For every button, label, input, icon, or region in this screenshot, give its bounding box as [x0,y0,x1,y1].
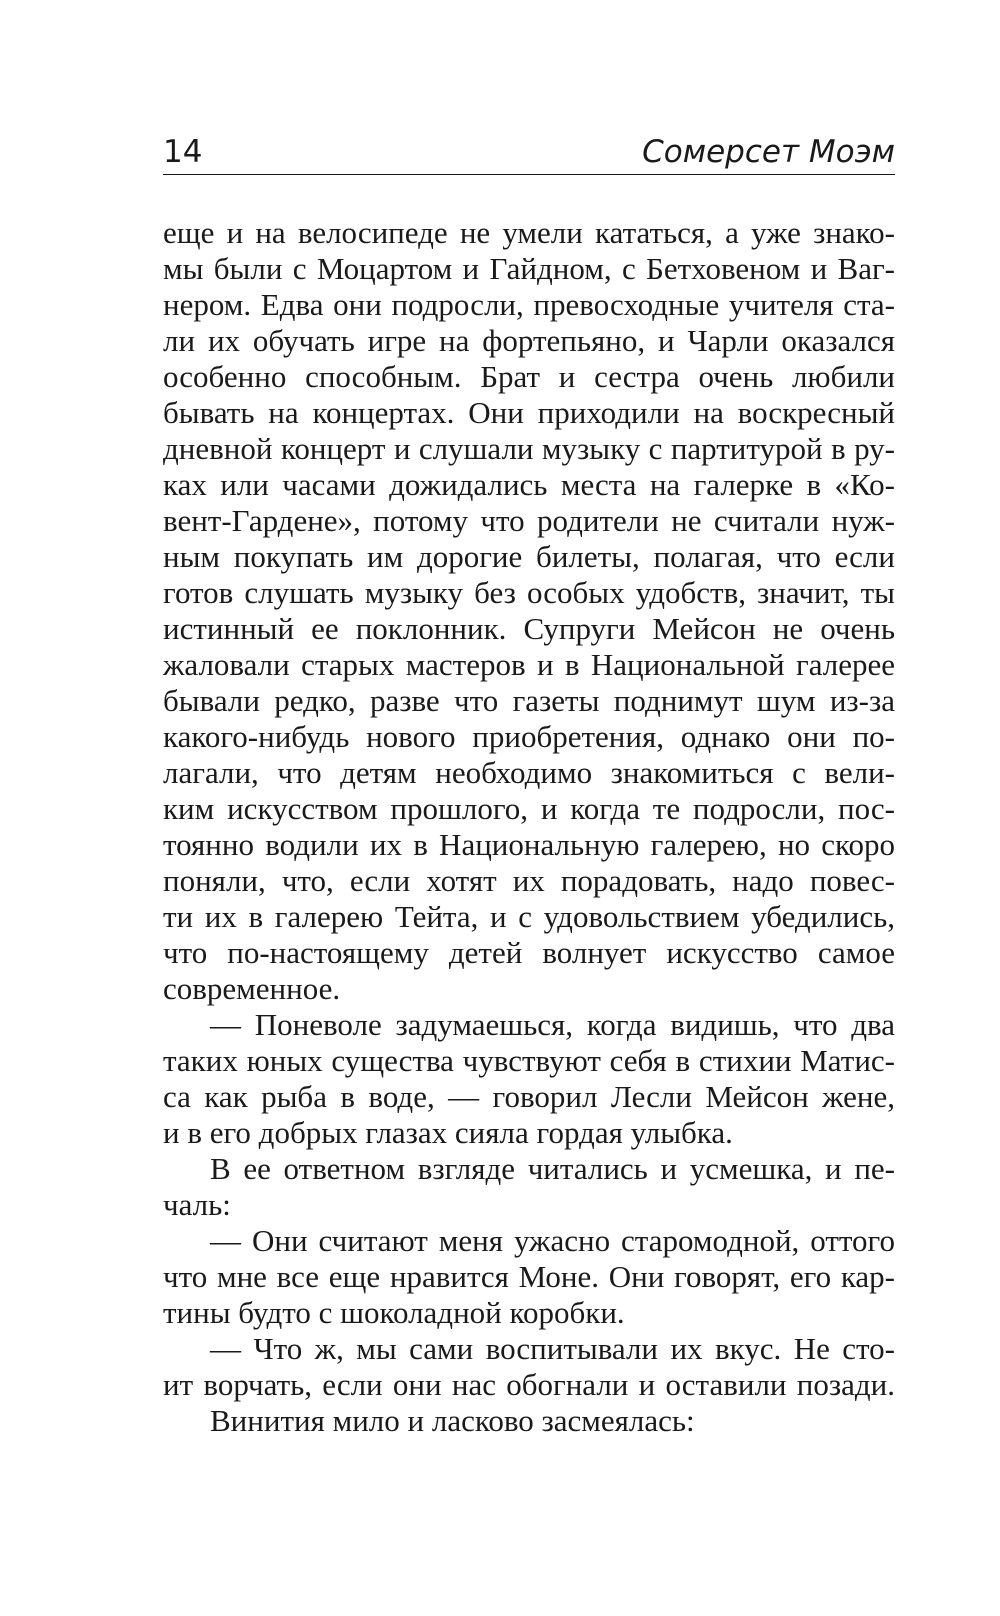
text-line: лагали, что детям необходимо знакомиться с вели- [163,755,895,790]
text-line: вент-Гардене», потому что родители не считали нуж- [163,503,895,538]
text-line: ках или часами дожидались места на галерке в «Ко- [163,467,895,502]
body-text [163,215,895,1439]
text-line: ным покупать им дорогие билеты, полагая, что если [163,539,895,574]
text-line: тоянно водили их в Национальную галерею, но скоро [163,827,895,862]
text-line: тины будто с шоколадной коробки. [163,1295,625,1330]
text-line: и в его добрых глазах сияла гордая улыбка. [163,1115,733,1150]
text-line: В ее ответном взгляде читались и усмешка, и пе- [210,1151,895,1186]
text-line: дневной концерт и слушали музыку с партитурой в ру- [163,431,895,466]
text-line: что по-настоящему детей волнует искусство самое [163,935,895,970]
text-line: — Они считают меня ужасно старомодной, оттого [210,1223,895,1258]
text-line: истинный ее поклонник. Супруги Мейсон не очень [163,611,895,646]
text-line: бывать на концертах. Они приходили на воскресный [163,395,895,430]
text-line: ти их в галерею Тейта, и с удовольствием убедились, [163,899,895,934]
text-line: нером. Едва они подросли, превосходные учителя ста- [163,287,895,322]
text-line: мы были с Моцартом и Гайдном, с Бетховеном и Ваг- [163,251,895,286]
text-line: поняли, что, если хотят их порадовать, надо повес- [163,863,895,898]
text-line: жаловали старых мастеров и в Национальной галерее [163,647,895,682]
text-line: бывали редко, разве что газеты поднимут шум из-за [163,683,895,718]
text-line: Винития мило и ласково засмеялась: [210,1403,695,1438]
text-line: чаль: [163,1187,231,1222]
running-title: Сомерсет Моэм [642,134,895,170]
text-line: ким искусством прошлого, и когда те подросли, пос- [163,791,895,826]
text-line: са как рыба в воде, — говорил Лесли Мейсон жене, [163,1079,895,1114]
header-rule [163,174,895,175]
text-line: что мне все еще нравится Моне. Они говорят, его кар- [163,1259,895,1294]
text-line: ит ворчать, если они нас обогнали и оставили позади. [163,1367,895,1402]
text-line: таких юных существа чувствуют себя в стихии Матис- [163,1043,895,1078]
page-header [163,128,895,176]
text-line: ли их обучать игре на фортепьяно, и Чарли оказался [163,323,895,358]
text-line: еще и на велосипеде не умели кататься, а уже знако- [163,215,895,250]
text-line: какого-нибудь нового приобретения, однако они по- [163,719,895,754]
text-line: — Поневоле задумаешься, когда видишь, что два [210,1007,895,1042]
text-line: — Что ж, мы сами воспитывали их вкус. Не сто- [210,1331,895,1366]
text-line: особенно способным. Брат и сестра очень любили [163,359,895,394]
text-line: современное. [163,971,341,1006]
page-number: 14 [163,134,203,170]
text-line: готов слушать музыку без особых удобств, значит, ты [163,575,895,610]
